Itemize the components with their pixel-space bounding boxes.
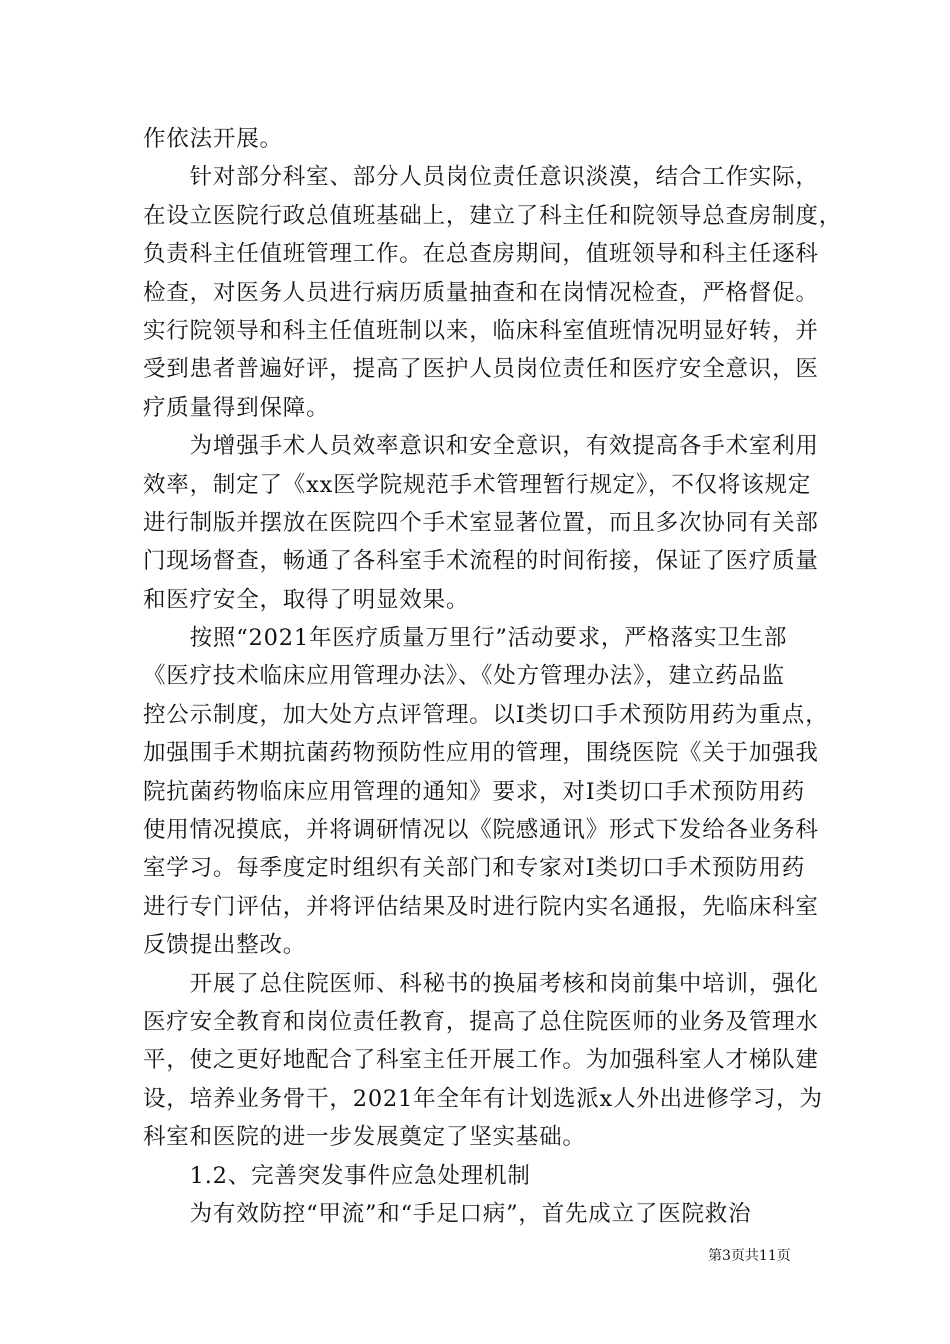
text-line: 检查，对医务人员进行病历质量抽查和在岗情况检查，严格督促。 <box>143 279 819 306</box>
text-line: 医疗安全教育和岗位责任教育，提高了总住院医师的业务及管理水 <box>143 1008 819 1035</box>
text-line: 受到患者普遍好评，提高了医护人员岗位责任和医疗安全意识，医 <box>143 356 819 383</box>
text-line: 设，培养业务骨干，2021年全年有计划选派x人外出进修学习，为 <box>143 1085 823 1112</box>
text-line: 进行专门评估，并将评估结果及时进行院内实名通报，先临床科室 <box>143 893 819 920</box>
text-line: 效率，制定了《xx医学院规范手术管理暂行规定》，不仅将该规定 <box>143 471 812 498</box>
text-line: 在设立医院行政总值班基础上，建立了科主任和院领导总查房制度， <box>143 202 843 229</box>
text-line: 使用情况摸底，并将调研情况以《院感通讯》形式下发给各业务科 <box>143 817 819 844</box>
text-line: 作依法开展。 <box>143 126 283 152</box>
text-line: 和医疗安全，取得了明显效果。 <box>143 586 470 613</box>
text-line: 为有效防控“甲流”和“手足口病”，首先成立了医院救治 <box>143 1200 752 1227</box>
text-line: 平，使之更好地配合了科室主任开展工作。为加强科室人才梯队建 <box>143 1047 819 1074</box>
text-line: 门现场督查，畅通了各科室手术流程的时间衔接，保证了医疗质量 <box>143 548 819 575</box>
text-line: 1.2、完善突发事件应急处理机制 <box>143 1162 531 1189</box>
text-line: 为增强手术人员效率意识和安全意识，有效提高各手术室利用 <box>143 433 819 460</box>
text-line: 控公示制度，加大处方点评管理。以Ⅰ类切口手术预防用药为重点， <box>143 701 829 728</box>
body-text <box>143 120 843 1233</box>
text-line: 针对部分科室、部分人员岗位责任意识淡漠，结合工作实际， <box>143 164 819 191</box>
text-line: 按照“2021年医疗质量万里行”活动要求，严格落实卫生部 <box>143 625 788 652</box>
text-line: 开展了总住院医师、科秘书的换届考核和岗前集中培训，强化 <box>143 970 819 997</box>
text-line: 反馈提出整改。 <box>143 932 307 959</box>
text-line: 室学习。每季度定时组织有关部门和专家对Ⅰ类切口手术预防用药 <box>143 855 806 882</box>
text-line: 实行院领导和科主任值班制以来，临床科室值班情况明显好转，并 <box>143 317 819 344</box>
page-number: 第3页共11页 <box>708 1248 791 1264</box>
text-line: 科室和医院的进一步发展奠定了坚实基础。 <box>143 1124 586 1151</box>
text-line: 负责科主任值班管理工作。在总查房期间，值班领导和科主任逐科 <box>143 241 819 268</box>
text-line: 疗质量得到保障。 <box>143 394 330 421</box>
text-line: 进行制版并摆放在医院四个手术室显著位置，而且多次协同有关部 <box>143 509 819 536</box>
text-line: 《医疗技术临床应用管理办法》、《处方管理办法》，建立药品监 <box>143 663 785 690</box>
text-line: 加强围手术期抗菌药物预防性应用的管理，围绕医院《关于加强我 <box>143 740 819 767</box>
text-line: 院抗菌药物临床应用管理的通知》要求，对Ⅰ类切口手术预防用药 <box>143 778 806 805</box>
